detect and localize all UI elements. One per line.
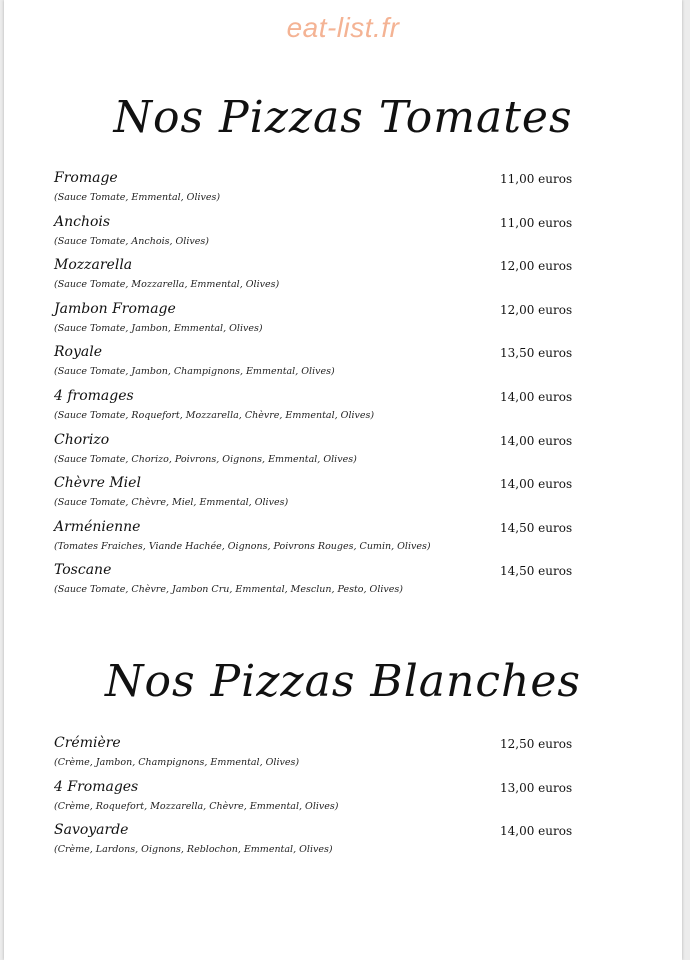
- menu-item: [54, 301, 614, 345]
- item-description: (Sauce Tomate, Roquefort, Mozzarella, Chèvre, Emmental, Olives): [54, 409, 375, 421]
- item-name: Mozzarella: [54, 257, 133, 274]
- menu-item: [54, 475, 614, 519]
- item-name: 4 fromages: [54, 387, 134, 404]
- menu-item: [54, 822, 614, 866]
- item-description: (Sauce Tomate, Jambon, Champignons, Emmental, Olives): [54, 366, 335, 378]
- item-description: (Sauce Tomate, Emmental, Olives): [54, 192, 221, 203]
- item-description: (Sauce Tomate, Chèvre, Miel, Emmental, Olives): [54, 497, 289, 509]
- item-price: 13,00 euros: [500, 780, 573, 795]
- watermark: eat-list.fr: [286, 12, 400, 43]
- item-description: (Sauce Tomate, Anchois, Olives): [54, 235, 209, 247]
- item-description: (Crème, Lardons, Oignons, Reblochon, Emmental, Olives): [54, 844, 333, 856]
- menu-item: [54, 388, 614, 432]
- item-price: 14,50 euros: [500, 520, 573, 535]
- item-price: 14,00 euros: [500, 389, 573, 404]
- item-description: (Crème, Roquefort, Mozzarella, Chèvre, Emmental, Olives): [54, 800, 339, 812]
- menu-item: [54, 432, 614, 476]
- item-price: 14,00 euros: [500, 433, 573, 448]
- item-price: 11,00 euros: [500, 215, 573, 230]
- menu-item: [54, 519, 614, 563]
- item-name: Savoyarde: [54, 822, 129, 839]
- item-price: 14,00 euros: [500, 477, 573, 492]
- item-name: Crémière: [54, 735, 121, 751]
- item-description: (Sauce Tomate, Chorizo, Poivrons, Oignons, Emmental, Olives): [54, 453, 357, 465]
- pizza-list-blanches: [54, 735, 614, 866]
- menu-item: [54, 214, 614, 258]
- item-name: Arménienne: [54, 518, 141, 535]
- item-name: Anchois: [54, 213, 111, 230]
- item-name: Chorizo: [54, 431, 110, 448]
- item-price: 13,50 euros: [500, 346, 573, 361]
- item-name: Toscane: [54, 562, 112, 579]
- item-description: (Sauce Tomate, Jambon, Emmental, Olives): [54, 322, 263, 334]
- section-title-tomates: Nos Pizzas Tomates: [113, 92, 573, 143]
- item-price: 12,00 euros: [500, 302, 573, 317]
- item-name: Jambon Fromage: [54, 300, 176, 317]
- item-price: 11,00 euros: [500, 172, 573, 186]
- item-name: 4 Fromages: [54, 778, 139, 795]
- item-description: (Sauce Tomate, Mozzarella, Emmental, Olives): [54, 279, 280, 291]
- menu-item: [54, 735, 614, 779]
- menu-item: [54, 562, 614, 606]
- item-description: (Tomates Fraiches, Viande Hachée, Oignons, Poivrons Rouges, Cumin, Olives): [54, 540, 431, 552]
- item-description: (Sauce Tomate, Chèvre, Jambon Cru, Emmental, Mesclun, Pesto, Olives): [54, 584, 403, 596]
- section-title-blanches: Nos Pizzas Blanches: [105, 656, 581, 707]
- menu-item: [54, 779, 614, 823]
- item-price: 14,50 euros: [500, 564, 573, 579]
- item-name: Fromage: [54, 170, 118, 186]
- pizza-list-tomates: [54, 170, 614, 606]
- item-price: 14,00 euros: [500, 824, 573, 839]
- item-price: 12,00 euros: [500, 259, 573, 274]
- menu-item: [54, 257, 614, 301]
- menu-item: [54, 344, 614, 388]
- menu-page: [4, 0, 682, 960]
- item-name: Chèvre Miel: [54, 475, 141, 492]
- item-price: 12,50 euros: [500, 737, 573, 751]
- menu-item: [54, 170, 614, 214]
- item-name: Royale: [54, 344, 102, 361]
- item-description: (Crème, Jambon, Champignons, Emmental, Olives): [54, 757, 300, 768]
